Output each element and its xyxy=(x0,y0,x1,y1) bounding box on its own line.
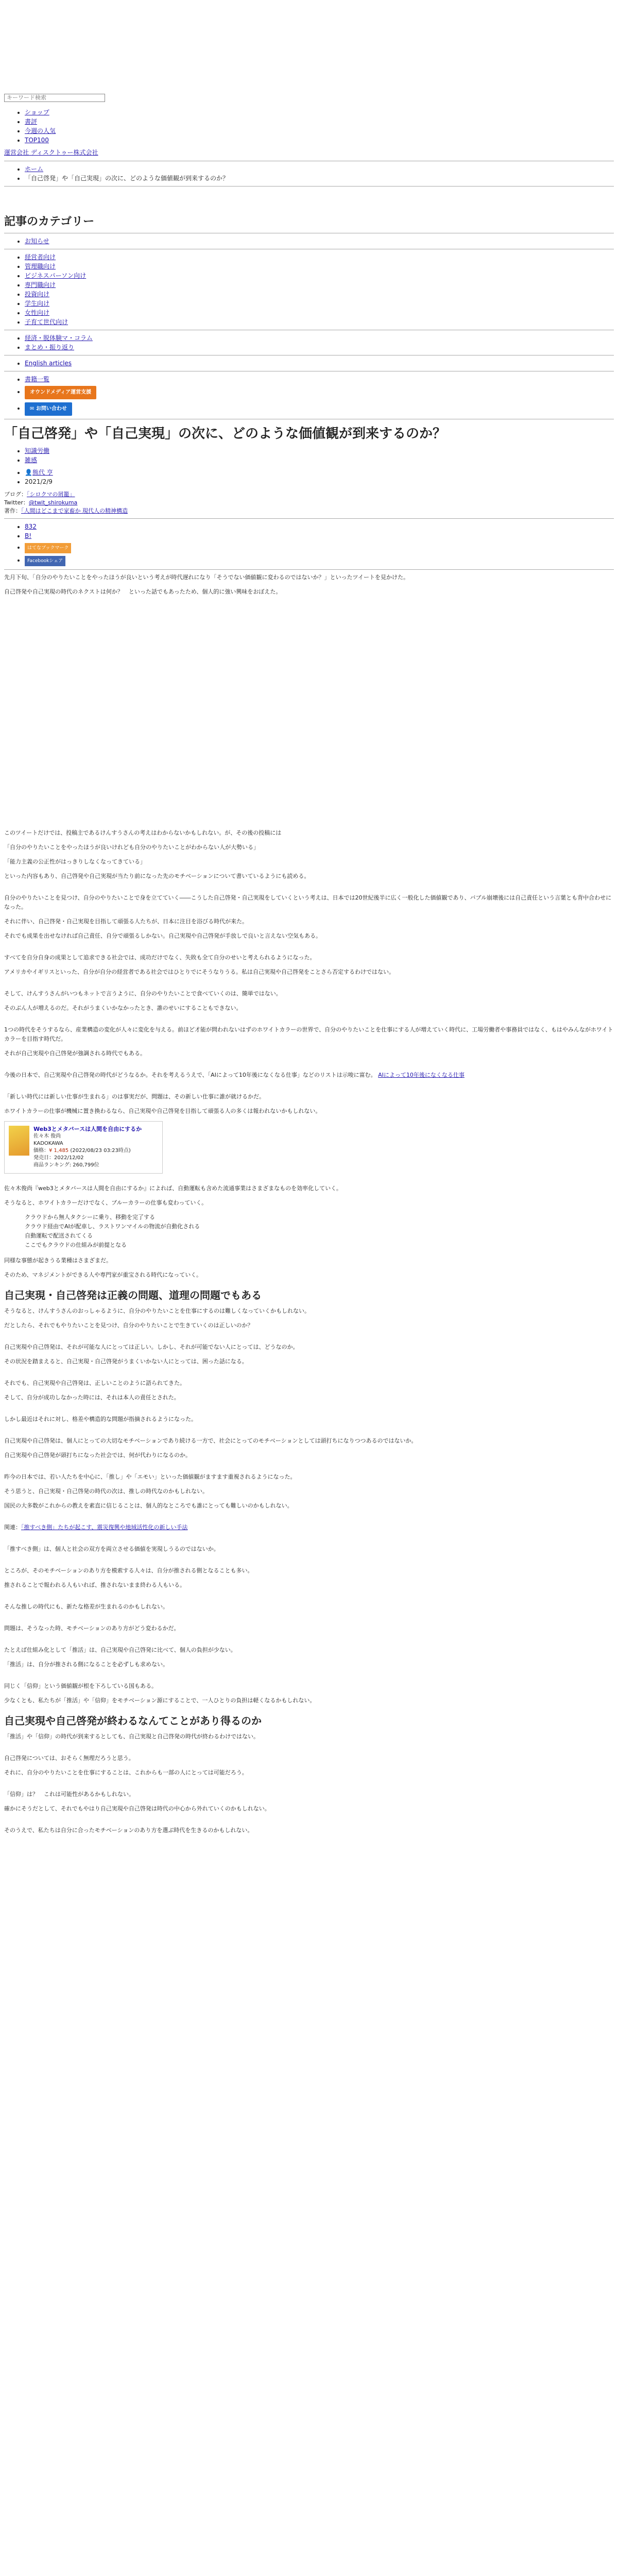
hatena-bookmark-button[interactable]: • はてなブックマーク xyxy=(25,543,71,553)
price-date: (2022/08/23 03:23時点) xyxy=(70,1148,131,1154)
divider xyxy=(4,186,614,187)
paragraph: それに、自分のやりたいことを仕事にすることは、これからも一部の人にとっては可能だろう。 xyxy=(4,1769,248,1776)
paragraph xyxy=(4,1071,614,1080)
top-nav xyxy=(0,108,618,145)
book-link[interactable]: 「人間はどこまで家畜か 現代人の精神構造 xyxy=(21,507,128,515)
category-item[interactable]: 投資向け xyxy=(25,291,50,298)
author-link[interactable]: 熊代 亨 xyxy=(32,469,53,477)
paragraph: 自己実現や自己啓発が頭打ちになった社会では、何が代わりになるのか。 xyxy=(4,1452,191,1459)
related-paragraph xyxy=(4,1523,614,1532)
paragraph: 昨今の日本では、若い人たちを中心に、「推し」や「エモい」といった価値観がますます重視されるようになった。 xyxy=(4,1473,296,1481)
author-profile xyxy=(4,490,614,515)
article-title: 「自己啓発」や「自己実現」の次に、どのような価値観が到来するのか？ xyxy=(4,426,447,442)
paragraph: すべてを自分自身の成果として追求できる社会では、成功だけでなく、失敗も全て自分のせいと考えられるようになった。 xyxy=(4,954,316,961)
tag-link[interactable]: 雑感 xyxy=(25,456,38,464)
paragraph: ホワイトカラーの仕事が機械に置き換わるなら、自己実現や自己啓発を目指して頑張る人の多くは報われないかもしれない。 xyxy=(4,1108,321,1115)
nav-item[interactable] xyxy=(25,108,618,117)
article-date: • 2021/2/9 xyxy=(25,477,618,486)
book-release: 発売日：2022/12/02 xyxy=(33,1155,84,1161)
share-b-link[interactable]: B! xyxy=(25,532,32,540)
paragraph: しかし最近はそれに対し、格差や構造的な問題が指摘されるようになった。 xyxy=(4,1416,197,1423)
nav-link-shop[interactable]: ショップ xyxy=(25,109,49,116)
book-card[interactable] xyxy=(4,1121,163,1174)
divider xyxy=(4,518,614,519)
paragraph: 問題は、そうなった時、モチベーションのあり方がどう変わるかだ。 xyxy=(4,1625,180,1632)
category-item[interactable]: ビジネスパーソン向け xyxy=(25,272,87,280)
book-rank: 商品ランキング: 260,799位 xyxy=(33,1162,99,1168)
paragraph: 自己実現や自己啓発は、個人にとっての大切なモチベーションであり続ける一方で、社会にとってのモチベーションとしては頭打ちになりつつあるのではないか。 xyxy=(4,1437,417,1445)
paragraph: 1つの時代をそうするなら、産業構造の変化が人々に変化を与える。前ほど才能が問われないはずのホワイトカラーの世界で、自分のやりたいことを仕事にする人が増えていく時代に、工場労働者や事務員ではなく、もはやみんながホワイトカラーを目指す時代だ。 xyxy=(4,1026,613,1043)
blog-link[interactable]: 「シロクマの屑籠」 xyxy=(27,491,75,498)
nav-item[interactable] xyxy=(25,117,618,126)
paragraph: それに伴い、自己啓発・自己実現を目指して頑張る人たちが、日本に注目を浴びる時代が来た。 xyxy=(4,918,248,925)
paragraph: そのため、マネジメントができる人や専門家が重宝される時代になっていく。 xyxy=(4,1272,202,1279)
category-item[interactable]: 管理職向け xyxy=(25,263,56,270)
category-item-news[interactable]: お知らせ xyxy=(25,238,49,245)
paragraph: そうなると、けんすうさんのおっしゃるように、自分のやりたいことを仕事にするのは難しくなっていくかもしれない。 xyxy=(4,1308,310,1315)
paragraph: 自己啓発や自己実現の時代のネクストは何か？ といった話でもあったため、個人的に強い興味をおぼえた。 xyxy=(4,588,282,596)
facebook-share-button[interactable]: • Facebookシェア xyxy=(25,556,65,566)
related-label: 関連： xyxy=(4,1524,21,1531)
related-article-link[interactable]: 「推すべき側」たちが起こす、震災復興や地域活性化の新しい手法 xyxy=(21,1524,188,1531)
paragraph: そして、自分が成功しなかった時には、それは本人の責任とされた。 xyxy=(4,1394,180,1401)
paragraph: 国民の大多数がこれからの教えを素直に信じることは、個人的なところでも誰にとっても難しいのかもしれない。 xyxy=(4,1502,293,1510)
book-publisher: KADOKAWA xyxy=(33,1141,63,1147)
paragraph: それでも、自己実現や自己啓発は、正しいことのように語られてきた。 xyxy=(4,1380,185,1387)
paragraph-text: 今後の日本で、自己実現や自己啓発の時代がどうなるか。それを考えるうえで、「AIによって10年後になくなる仕事」などのリストは示唆に富む。 xyxy=(4,1072,376,1079)
user-icon: 👤 xyxy=(25,469,32,477)
nav-link-top100[interactable]: TOP100 xyxy=(25,137,49,144)
paragraph: そうなると、ホワイトカラーだけでなく、ブルーカラーの仕事も変わっていく。 xyxy=(4,1199,208,1207)
paragraph: 少なくとも、私たちが「推活」や「信仰」をモチベーション源にすることで、一人ひとりの負担は軽くなるかもしれない。 xyxy=(4,1697,316,1704)
category-extra-list xyxy=(0,333,618,352)
search-input[interactable] xyxy=(4,94,105,102)
paragraph: 「推活」や「信仰」の時代が到来するとしても、自己実現と自己啓発の時代が終わるわけではない。 xyxy=(4,1733,259,1740)
paragraph: 「推活」は、自分が推される側になることを必ずしも求めない。 xyxy=(4,1661,168,1668)
paragraph: それでも成果を出せなければ自己責任、自分で頑張るしかない。自己実現や自己啓発が手放しで良いと言えない空気もある。 xyxy=(4,933,321,940)
breadcrumb xyxy=(0,164,618,183)
paragraph: そのうえで、私たちは自分に合ったモチベーションのあり方を選ぶ時代を生きるのかもしれない。 xyxy=(4,1827,253,1834)
paragraph: 自分のやりたいことを見つけ、自分のやりたいことで身を立てていく――こうした自己啓発・自己実現をしていくという考えは、日本では20世紀後半に広く一般化した価値観であり、バブル崩壊後には自己責任という言葉とも背中合わせになった。 xyxy=(4,894,612,911)
english-articles-link[interactable]: English articles xyxy=(25,360,72,367)
paragraph: たとえば仕組み化として「推活」は、自己実現や自己啓発に比べて、個人の負担が少ない。 xyxy=(4,1647,236,1654)
paragraph: 確かにそうだとして、それでもやはり自己実現や自己啓発は時代の中心から外れていくのかもしれない。 xyxy=(4,1805,270,1812)
category-item[interactable]: 経営者向け xyxy=(25,253,56,261)
paragraph: 「推すべき側」は、個人と社会の双方を両立させる価値を実現しうるのではないか。 xyxy=(4,1546,219,1553)
nav-link-review[interactable]: 書評 xyxy=(25,118,38,126)
paragraph: それが自己実現や自己啓発が強調される時代でもある。 xyxy=(4,1050,146,1057)
breadcrumb-home[interactable]: ホーム xyxy=(25,165,44,173)
paragraph: その状況を踏まえると、自己実現・自己啓発がうまくいかない人にとっては、困った話になる。 xyxy=(4,1358,248,1365)
book-title[interactable]: Web3とメタバースは人間を自由にするか xyxy=(33,1126,142,1133)
category-item[interactable]: まとめ・振り返り xyxy=(25,344,75,351)
quote: 「能力主義の公正性がはっきりしなくなってきている」 xyxy=(4,858,146,866)
paragraph: このツイートだけでは、投稿主であるけんすうさんの考えはわからないかもしれない。が、その後の投稿には xyxy=(4,829,282,837)
book-price-row xyxy=(33,1147,142,1155)
section-heading: 自己実現・自己啓発は正義の問題、道理の問題でもある xyxy=(4,1289,262,1302)
tag-link[interactable]: 知識労働 xyxy=(25,447,50,455)
paragraph: といった内容もあり、自己啓発や自己実現が当たり前になった先のモチベーションについて書いているようにも読める。 xyxy=(4,873,310,880)
contact-button[interactable]: ✉ お問い合わせ xyxy=(25,402,72,416)
paragraph: そんな推しの時代にも、新たな格差が生まれるのかもしれない。 xyxy=(4,1603,168,1611)
company-link[interactable]: 運営会社 ディスクトゥー株式会社 xyxy=(4,149,98,157)
share-count[interactable]: 832 xyxy=(25,523,37,531)
category-heading: 記事のカテゴリー xyxy=(4,215,95,229)
paragraph: ところが、そのモチベーションのあり方を模索する人々は、自分が推される側となることも多い。 xyxy=(4,1567,253,1574)
paragraph: 同じく「信仰」という価値観が根を下ろしている国もある。 xyxy=(4,1683,157,1690)
category-item[interactable]: 子育て世代向け xyxy=(25,318,68,326)
twitter-link[interactable]: @twit_shirokuma xyxy=(28,499,78,506)
paragraph: 自己実現や自己啓発は、それが可能な人にとっては正しい。しかし、それが可能でない人にとっては、どうなのか。 xyxy=(4,1344,299,1351)
twitter-label: Twitter： xyxy=(4,499,29,506)
book-author: 佐々木 俊尚 xyxy=(33,1133,61,1140)
book-price: ¥ 1,485 xyxy=(49,1148,69,1154)
paragraph: 佐々木俊尚『web3とメタバースは人間を自由にするか』によれば、自動運転も含めた流通事業はさまざまなものを効率化していく。 xyxy=(4,1185,342,1192)
embedded-tweet-area xyxy=(0,602,618,828)
nav-item[interactable] xyxy=(25,135,618,145)
owned-media-button[interactable]: オウンドメディア運営支援 xyxy=(25,386,96,399)
example-list xyxy=(4,1213,614,1250)
paragraph: 先月下旬、「自分のやりたいことをやったほうが良いという考えが時代遅れになり「そうでない価値観に変わるのではないか？」といったツイートを見かけた。 xyxy=(4,574,409,581)
category-item[interactable]: 専門職向け xyxy=(25,281,56,289)
paragraph: だとしたら、それでもやりたいことを見つけ、自分のやりたいことで生きていくのは正しいのか？ xyxy=(4,1322,253,1329)
section-heading: 自己実現や自己啓発が終わるなんてことがあり得るのか xyxy=(4,1715,262,1727)
paragraph: 「新しい時代には新しい仕事が生まれる」のは事実だが、問題は、その新しい仕事に誰が就けるかだ。 xyxy=(4,1093,265,1100)
book-label: 著作： xyxy=(4,507,21,515)
list-item: クラウドから無人タクシーに乗り、移動を完了する xyxy=(25,1214,155,1221)
category-item[interactable]: 経済・脱体験マ・コラム xyxy=(25,334,93,342)
paragraph: 自己啓発については、おそらく無理だろうと思う。 xyxy=(4,1755,134,1762)
paragraph: 「信仰」は？ これは可能性があるかもしれない。 xyxy=(4,1791,134,1798)
list-item: クラウド経由でAIが配車し、ラストワンマイルの物流が自動化される xyxy=(25,1223,200,1230)
paragraph: 推されることで報われる人もいれば、推されないまま終わる人もいる。 xyxy=(4,1582,185,1589)
paragraph: そう思うと、自己実現・自己啓発の時代の次は、推しの時代なのかもしれない。 xyxy=(4,1488,208,1495)
book-cover-image[interactable] xyxy=(9,1126,29,1156)
book-list-link[interactable]: 書籍一覧 xyxy=(25,376,50,383)
paragraph: そして、けんすうさんがいつもネットで言うように、自分のやりたいことで食べていくのは、簡単ではない。 xyxy=(4,990,282,997)
article-tags xyxy=(0,446,618,465)
book-info xyxy=(33,1126,142,1169)
nav-item[interactable] xyxy=(25,126,618,135)
paragraph: そのぶん人が増えるのだ。それがうまくいかなかったとき、誰のせいにすることもできない。 xyxy=(4,1005,242,1012)
list-item: ここでもクラウドの仕組みが前提となる xyxy=(25,1242,127,1249)
blog-label: ブログ： xyxy=(4,491,27,498)
related-link-ai-jobs[interactable]: AIによって10年後になくなる仕事 xyxy=(378,1072,465,1079)
price-label: 価格： xyxy=(33,1148,49,1154)
category-item[interactable]: 女性向け xyxy=(25,309,50,317)
quote: 「自分のやりたいことをやったほうが良いけれども自分のやりたいことがわからない人が大勢いる」 xyxy=(4,844,259,851)
contact-button-label: お問い合わせ xyxy=(36,406,67,412)
category-top-list xyxy=(0,236,618,246)
nav-link-popular[interactable]: 今週の人気 xyxy=(25,127,56,135)
category-list xyxy=(0,252,618,327)
list-item: 自動運転で配送されてくる xyxy=(25,1232,93,1240)
breadcrumb-current: • 「自己啓発」や「自己実現」の次に、どのような価値観が到来するのか？ xyxy=(25,174,618,183)
book-list xyxy=(0,375,618,416)
english-list xyxy=(0,359,618,368)
paragraph: 同様な事態が起きうる業種はさまざまだ。 xyxy=(4,1257,112,1264)
category-item[interactable]: 学生向け xyxy=(25,300,50,308)
divider xyxy=(4,569,614,570)
paragraph: アメリカやイギリスといった、自分が自分の経営者である社会ではひとりでにそうなりうる。私は自己実現や自己啓発をことさら否定するわけではない。 xyxy=(4,969,395,976)
article-meta-list xyxy=(0,468,618,486)
share-list xyxy=(0,522,618,566)
